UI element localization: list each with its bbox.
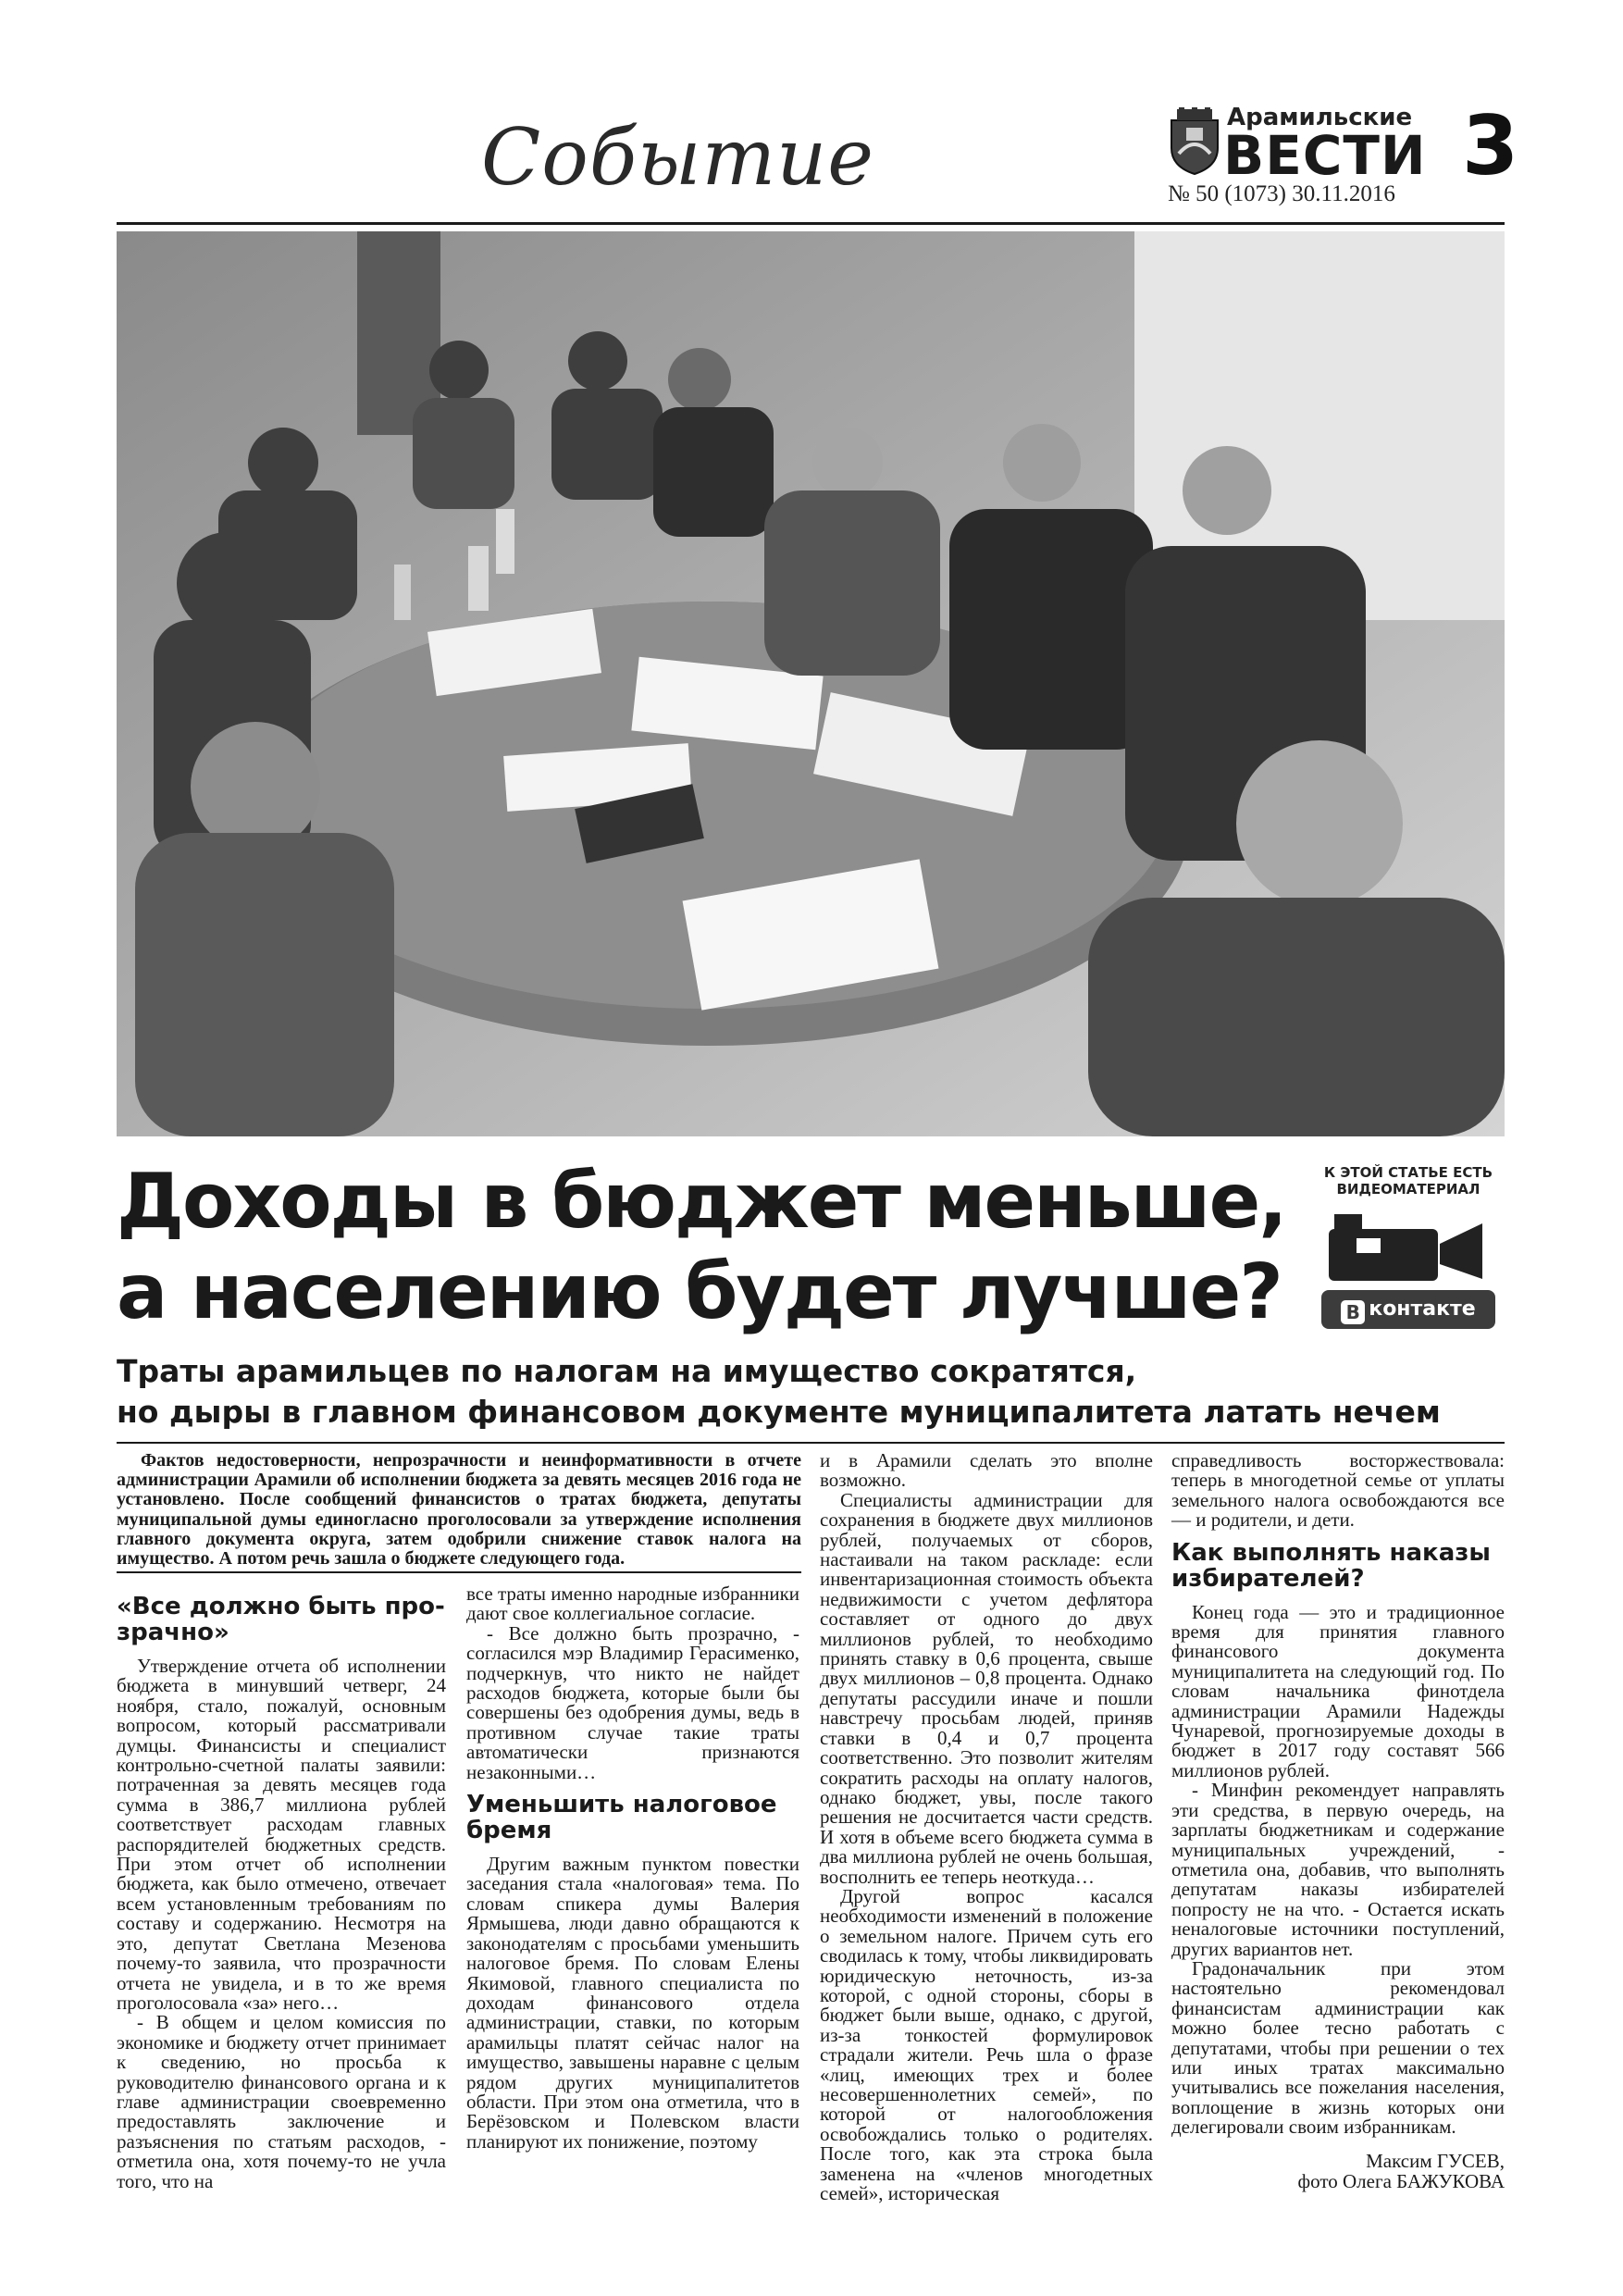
article-lead: Фактов недостоверности, непрозрачности и неинформативности в отчете администрации Арамили об исполнении бюджета за девять месяцев 2016 года не установлено. После сообщений финансистов о тратах бюджета, депутаты муниципальной думы единогласно проголосовали за утверждение исполнения главного документа округа, затем одобрили снижение ставок налога на имущество. А потом речь зашла о бюджете следующего года.: [117, 1450, 801, 1570]
meeting-photo-illustration: [117, 231, 1505, 1136]
vk-logo-icon: В: [1341, 1300, 1365, 1324]
article-column-2: [466, 1584, 799, 2152]
paragraph: Специалисты администрации для сохранения в бюджете двух миллионов рублей, получаемых от сборов, настаивали на таком раскладе: если инвентаризационная стоимость объекта недвижимости с учетом дефлятора составляет от одного до двух миллионов рублей, то необходимо принять ставку в 0,6 процента, свыше двух миллионов – 0,8 процента. Однако депутаты рассудили иначе и пошли навстречу просьбам людей, приняв ставки в 0,4 и 0,7 процента соответственно. Это позволит жителям сократить расходы на оплату налогов, однако бюджет, увы, после такого решения не досчитается части средств. И хотя в объеме всего бюджета сумма в два миллиона рублей не очень большая, восполнить ее теперь неоткуда…: [820, 1488, 1153, 1888]
headline: [117, 1157, 1286, 1338]
meeting-photo: [117, 231, 1505, 1136]
video-badge-line-2: ВИДЕОМАТЕРИАЛ: [1336, 1181, 1481, 1198]
paragraph: все траты именно народные избранники дают свое коллегиальное согласие.: [466, 1582, 800, 1625]
section-heading-transparency: [117, 1594, 446, 1645]
paragraph: справедливость восторжествовала: теперь в многодетной семье от уплаты земельного налога освобождаются все — и родители, и дети.: [1171, 1449, 1505, 1532]
logo-main-text: ВЕСТИ: [1223, 124, 1427, 187]
logo-top-text: Арамильские: [1227, 104, 1413, 131]
heading-line-1: «Все должно быть про-: [117, 1593, 445, 1620]
video-camera-icon: [1325, 1207, 1492, 1286]
heading-line-2: бремя: [466, 1817, 552, 1845]
video-badge[interactable]: [1316, 1164, 1501, 1331]
page-number: 3: [1462, 98, 1519, 193]
section-heading-tax-burden: [466, 1792, 799, 1843]
article-column-4: [1171, 1451, 1505, 2191]
heading-line-1: Уменьшить налоговое: [466, 1791, 777, 1819]
subheadline-rule: [117, 1442, 1505, 1444]
video-badge-line-1: К ЭТОЙ СТАТЬЕ ЕСТЬ: [1323, 1164, 1493, 1181]
article-column-1: [117, 1584, 446, 2191]
article-column-3: [820, 1451, 1153, 2203]
issue-info: № 50 (1073) 30.11.2016: [1168, 181, 1395, 206]
subheadline: [117, 1351, 1505, 1433]
paragraph: - В общем и целом комиссия по экономике и бюджету отчет принимает к сведению, но просьба к руководителю финансового органа и к главе администрации своевременно предоставлять заключение и разъяснения по статьям расходов, - отметила она, хотя почему-то не учла того, что на: [117, 2011, 446, 2192]
paragraph: Градоначальник при этом настоятельно рекомендовал финансистам администрации как можно более тесно работать с депутатами, чтобы при решении о тех или иных тратах максимально учитывались все пожелания населения, воплощение в жизнь которых они делегировали своим избранникам.: [1171, 1956, 1505, 2139]
newspaper-logo: [1168, 104, 1427, 192]
coat-of-arms-icon: [1168, 107, 1221, 176]
header-rule: [117, 222, 1505, 225]
headline-line-2: а населению будет лучше?: [117, 1248, 1282, 1336]
heading-line-2: зрачно»: [117, 1619, 229, 1646]
article-byline: [1171, 2151, 1505, 2191]
vkontakte-badge[interactable]: [1321, 1290, 1495, 1329]
lead-rule: [117, 1571, 801, 1573]
vk-label: контакте: [1369, 1297, 1476, 1321]
heading-line-2: избирателей?: [1171, 1564, 1365, 1593]
paragraph: Другим важным пунктом повестки заседания стала «налоговая» тема. По словам спикера думы Валерия Ярмышева, люди давно обращаются к законодателям с просьбами уменьшить налоговое бремя. По словам Елены Якимовой, главного специалиста по доходам финансового отдела администрации, ставки, по которым арамильцы платят сейчас налог на имущество, завышены наравне с целым рядом других муниципалитетов области. При этом она отметила, что в Берёзовском и Полевском власти планируют их понижение, поэтому: [466, 1853, 799, 2153]
heading-line-1: Как выполнять наказы: [1171, 1538, 1491, 1567]
headline-line-1: Доходы в бюджет меньше,: [117, 1158, 1286, 1246]
photo-credit: фото Олега БАЖУКОВА: [1297, 2169, 1505, 2192]
video-badge-text: [1316, 1164, 1501, 1198]
paragraph: Утверждение отчета об исполнении бюджета в минувший четверг, 24 ноября, стало, пожалуй, основным вопросом, который рассматривали думцы. Финансисты и специалист контрольно-счетной палаты заявили: потраченная за девять месяцев года сумма в 386,7 миллиона рублей соответствует расходам главных распорядителей бюджетных средств. При этом отчет об исполнении бюджета, как было отмечено, отвечает всем установленным требованиям по составу и содержанию. Несмотря на это, депутат Светлана Мезенова почему-то заявила, что прозрачности отчета не увидела, и в то же время проголосовала «за» него…: [117, 1655, 446, 2014]
author-name: Максим ГУСЕВ,: [1366, 2149, 1505, 2172]
subheadline-line-1: Траты арамильцев по налогам на имущество сократятся,: [117, 1353, 1137, 1389]
subheadline-line-2: но дыры в главном финансовом документе муниципалитета латать нечем: [117, 1394, 1441, 1430]
paragraph: - Минфин рекомендует направлять эти средства, в первую очередь, на зарплаты бюджетникам и содержание муниципальных учреждений, - отметила она, добавив, что выполнять депутатам наказы избирателей попросту не на что. - Остается искать неналоговые источники поступлений, других вариантов нет.: [1171, 1779, 1505, 1960]
section-heading-voter-mandates: [1171, 1540, 1505, 1592]
paragraph: и в Арамили сделать это вполне возможно.: [820, 1449, 1153, 1492]
paragraph: - Все должно быть прозрачно, - согласился мэр Владимир Герасименко, подчеркнув, что никто не найдет расходов бюджета, которые были бы совершены без одобрения думы, ведь в противном случае такие траты автоматически признаются незаконными…: [466, 1621, 799, 1783]
section-title: Событие: [481, 112, 874, 203]
paragraph: Другой вопрос касался необходимости изменений в положение о земельном налоге. Причем суть его сводилась к тому, чтобы ликвидировать юридическую неточность, из-за которой, с одной стороны, сборы в бюджет были выше, однако, с другой, из-за тонкостей формулировок страдали жители. Речь шла о фразе «лиц, имеющих трех и более несовершеннолетних семей», по которой от налогообложения освобождались только о родителях. После того, как эта строка была заменена на «членов многодетных семей», историческая: [820, 1884, 1153, 2205]
paragraph: Конец года — это и традиционное время для принятия главного финансового документа муниципалитета на следующий год. По словам начальника финотдела администрации Арамили Надежды Чунаревой, прогнозируемые доходы в бюджет в 2017 году составят 566 миллионов рублей.: [1171, 1600, 1505, 1781]
